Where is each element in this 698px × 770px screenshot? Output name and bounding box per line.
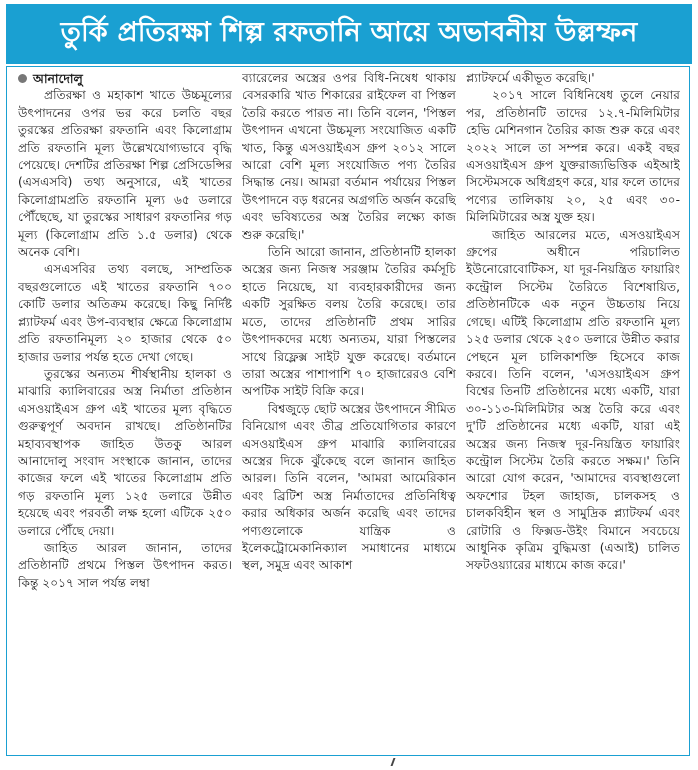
bullet-dot-icon [18,74,27,83]
paragraph: ২০১৭ সালে বিধিনিষেধ তুলে নেয়ার পর, প্রতিষ্ঠানটি তাদের ১২.৭-মিলিমিটার হেভি মেশিনগান তৈরির কাজ শুরু করে এবং ২০২২ সালে তা সম্পন্ন করে। একই বছর এসওয়াইএস গ্রুপ যুক্তরাজ্যভিত্তিক এইআই সিস্টেমসকে অধিগ্রহণ করে, যার ফলে তাদের পণ্যের তালিকায় ২০, ২৫ এবং ৩০-মিলিমিটারের অস্ত্র যুক্ত হয়। [466,88,680,225]
article-body [18,70,680,756]
paragraph: বিশ্বজুড়ে ছোট অস্ত্রের উৎপাদনে সীমিত বিনিয়োগ এবং তীব্র প্রতিযোগিতার কারণে এসওয়াইএস গ্রুপ মাঝারি ক্যালিবারের অস্ত্রের দিকে ঝুঁকেছে বলে জানান জাহিত আরল। তিনি বলেন, 'আমরা আমেরিকান এবং ব্রিটিশ অস্ত্র নির্মাতাদের প্রতিনিধিত্ব করার অধিকার অর্জন করেছি এবং তাদের পণ্যগুলোকে যান্ত্রিক ও ইলেকট্রোমেকানিক্যাল সমাধানের মাধ্যমে স্থল, সমুদ্র এবং আকাশ [242,401,456,573]
article-column-1 [18,70,232,756]
headline-banner [6,4,692,64]
paragraph: তিনি আরো জানান, প্রতিষ্ঠানটি হালকা অস্ত্রের জন্য নিজস্ব সরঞ্জাম তৈরির কর্মসূচি হাতে নিয়েছে, যা ব্যবহারকারীদের জন্য একটি সুরক্ষিত বলয় তৈরি করেছে। তার মতে, তাদের প্রতিষ্ঠানটি প্রথম সারির উৎপাদকদের মধ্যে অন্যতম, যারা পিস্তলের সাথে রিফ্লেক্স সাইট যুক্ত করেছে। বর্তমানে তারা অস্ত্রের পাশাপাশি ৭০ হাজারেরও বেশি অপটিক সাইট বিক্রি করে। [242,245,456,399]
paragraph: তুরস্কের অন্যতম শীর্ষস্থানীয় হালকা ও মাঝারি ক্যালিবারের অস্ত্র নির্মাতা প্রতিষ্ঠান এসওয়াইএস গ্রুপ এই খাতের মূল্য বৃদ্ধিতে গুরুত্বপূর্ণ অবদান রাখছে। প্রতিষ্ঠানটির মহাব্যবস্থাপক জাহিত উতকু আরল আনাদোলু সংবাদ সংস্থাকে জানান, তাদের কাজের ফলে এই খাতের কিলোগ্রাম প্রতি গড় রফতানি মূল্য ১২৫ ডলারে উন্নীত হয়েছে এবং পরবর্তী লক্ষ হলো এটিকে ২৫০ ডলারে পৌঁছে দেয়া। [18,366,232,538]
page-fold-mark [391,758,404,766]
paragraph: জাহিত আরলের মতে, এসওয়াইএস গ্রুপের অধীনে পরিচালিত ইউনোরোবোটিকস, যা দূর-নিয়ন্ত্রিত ফায়ারিং কন্ট্রোল সিস্টেম তৈরিতে বিশেষায়িত, প্রতিষ্ঠানটিকে এক নতুন উচ্চতায় নিয়ে গেছে। এটিই কিলোগ্রাম প্রতি রফতানি মূল্য ১২৫ ডলার থেকে ২৫০ ডলারে উন্নীত করার পেছনে মূল চালিকাশক্তি হিসেবে কাজ করবে। তিনি বলেন, 'এসওয়াইএস গ্রুপ বিশ্বের তিনটি প্রতিষ্ঠানের মধ্যে একটি, যারা ৩০-১১৩-মিলিমিটার অস্ত্র তৈরি করে এবং দু'টি প্রতিষ্ঠানের মধ্যে একটি, যারা এই অস্ত্রের জন্য নিজস্ব দূর-নিয়ন্ত্রিত ফায়ারিং কন্ট্রোল সিস্টেম তৈরি করতে সক্ষম।' তিনি আরো যোগ করেন, 'আমাদের ব্যবস্থাগুলো অফশোর টহল জাহাজ, চালকসহ ও চালকবিহীন স্থল ও সামুদ্রিক প্ল্যাটফর্ম এবং রোটারি ও ফিক্সড-উইং বিমানে সবচেয়ে আধুনিক কৃত্রিম বুদ্ধিমত্তা (এআই) চালিত সফটওয়্যারের মাধ্যমে কাজ করে।' [466,227,680,573]
byline-source: আনাদোলু [33,71,83,86]
paragraph: ব্যারেলের অস্ত্রের ওপর বিধি-নিষেধ থাকায় বেসরকারি খাত শিকারের রাইফেল বা পিস্তল তৈরি করতে পারত না। তিনি বলেন, 'পিস্তল উৎপাদন এখনো উচ্চমূল্য সংযোজিত একটি খাত, কিন্তু এসওয়াইএস গ্রুপ ২০১২ সালে আরো বেশি মূল্য সংযোজিত পণ্য তৈরির সিদ্ধান্ত নেয়। আমরা বর্তমান পর্যায়ের পিস্তল উৎপাদনে বড় ধরনের অগ্রগতি অর্জন করেছি এবং ভবিষ্যতের অস্ত্র তৈরির লক্ষ্যে কাজ শুরু করেছি।' [242,71,456,242]
paragraph: প্রতিরক্ষা ও মহাকাশ খাতে উচ্চমূল্যের উৎপাদনের ওপর ভর করে চলতি বছর তুরস্কের প্রতিরক্ষা রফতানি এবং কিলোগ্রাম প্রতি রফতানি মূল্য উল্লেখযোগ্যভাবে বৃদ্ধি পেয়েছে। দেশটির প্রতিরক্ষা শিল্প প্রেসিডেন্সির (এসএসবি) তথ্য অনুসারে, এই খাতের কিলোগ্রামপ্রতি রফতানি মূল্য ৬৫ ডলারে পৌঁছেছে, যা তুরস্কের সাধারণ রফতানির গড় মূল্য (কিলোগ্রাম প্রতি ১.৫ ডলার) থেকে অনেক বেশি। [18,88,232,260]
byline [18,70,232,87]
article-column-2 [242,70,456,756]
article-column-3 [466,70,680,756]
paragraph: প্ল্যাটফর্মে একীভূত করেছি।' [466,71,595,85]
paragraph: জাহিত আরল জানান, তাদের প্রতিষ্ঠানটি প্রথমে পিস্তল উৎপাদন করত। কিন্তু ২০১৭ সাল পর্যন্ত লম্বা [18,540,232,590]
paragraph: এসএসবির তথ্য বলছে, সাম্প্রতিক বছরগুলোতে এই খাতের রফতানি ৭০০ কোটি ডলার অতিক্রম করেছে। কিছু নির্দিষ্ট প্ল্যাটফর্ম এবং উপ-ব্যবস্থার ক্ষেত্রে কিলোগ্রাম প্রতি রফতানিমূল্য ২০ হাজার থেকে ৫০ হাজার ডলার পর্যন্ত হতে দেখা গেছে। [18,262,232,364]
article-headline: তুর্কি প্রতিরক্ষা শিল্প রফতানি আয়ে অভাবনীয় উল্লম্ফন [60,16,638,48]
